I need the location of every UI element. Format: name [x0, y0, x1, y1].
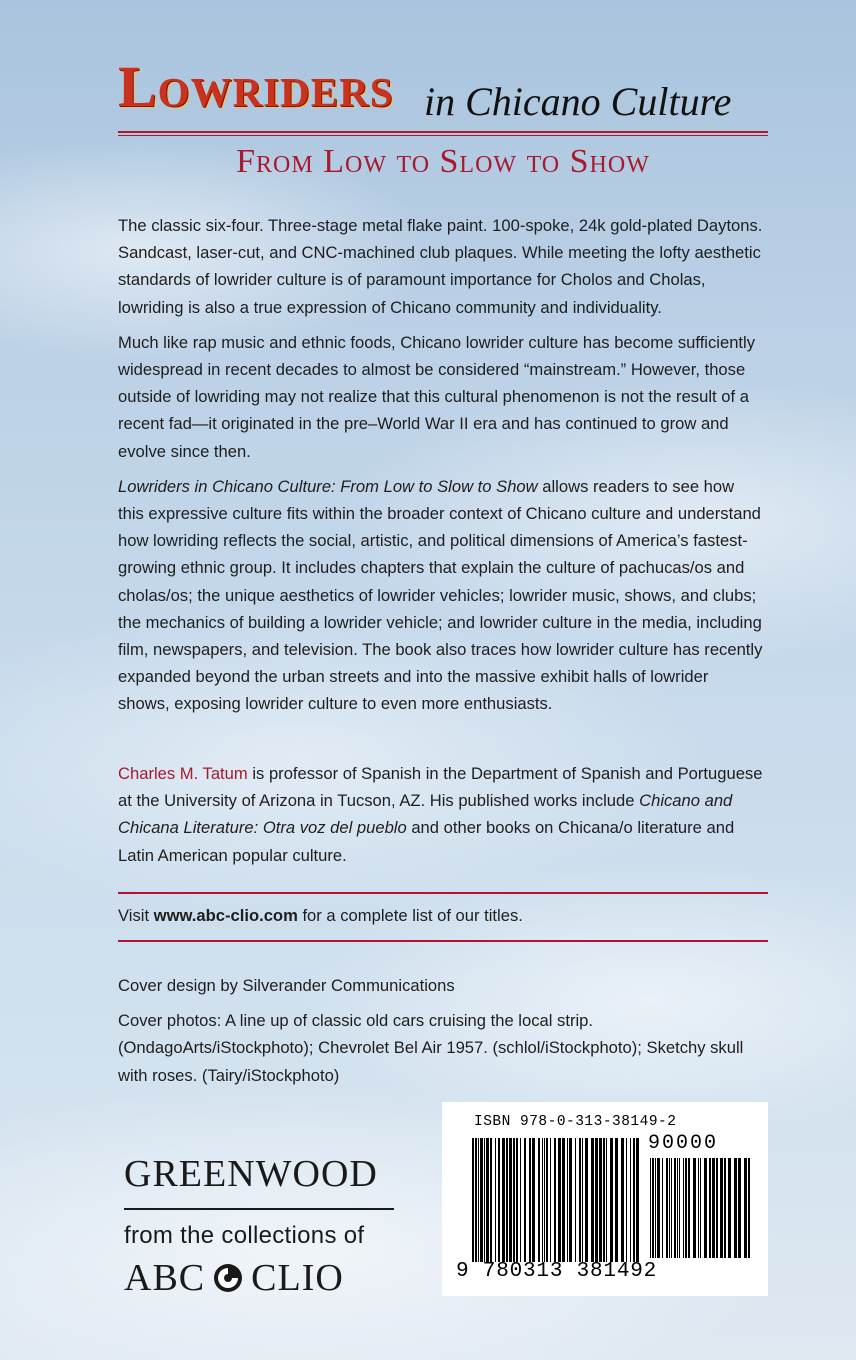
barcode-bar	[599, 1138, 602, 1262]
greenwood-logo: GREENWOOD	[124, 1153, 378, 1195]
website-divider-top	[118, 892, 768, 894]
website-prefix: Visit	[118, 906, 154, 925]
barcode-bar	[626, 1138, 627, 1262]
barcode-bar	[688, 1158, 690, 1258]
barcode-bar	[630, 1138, 631, 1262]
barcode-bar	[669, 1158, 670, 1258]
collections-text: from the collections of	[124, 1222, 365, 1249]
barcode-bar	[748, 1158, 750, 1258]
barcode-bar	[662, 1158, 663, 1258]
barcode-bar	[734, 1158, 737, 1258]
barcode-bar	[532, 1138, 535, 1262]
abc-text: ABC	[124, 1257, 206, 1299]
barcode-bar	[538, 1138, 540, 1262]
barcode-bar	[567, 1138, 568, 1262]
barcode-bar	[685, 1158, 687, 1258]
barcode-bar	[582, 1138, 583, 1262]
barcode-bar	[677, 1158, 678, 1258]
barcode-bar	[550, 1138, 551, 1262]
barcode-bar	[700, 1158, 701, 1258]
book-title-main: Lowriders	[118, 54, 394, 119]
barcode-bar	[495, 1138, 496, 1262]
abc-clio-logo	[124, 1256, 344, 1300]
barcode-bar	[490, 1138, 492, 1262]
barcode-bar	[595, 1138, 598, 1262]
barcode-bar	[472, 1138, 474, 1262]
book-title-rest: in Chicano Culture	[424, 79, 732, 124]
barcode-bar	[704, 1158, 707, 1258]
price-code: 90000	[648, 1132, 719, 1155]
barcode-bar	[498, 1138, 500, 1262]
website-suffix: for a complete list of our titles.	[297, 906, 523, 925]
barcode-bar	[679, 1158, 680, 1258]
barcode-bar	[603, 1138, 605, 1262]
barcode-bar	[615, 1138, 618, 1262]
clio-text: CLIO	[251, 1257, 344, 1299]
barcode-bar	[621, 1138, 624, 1262]
website-line	[118, 902, 763, 929]
isbn-barcode-bars	[472, 1138, 642, 1262]
barcode-bar	[716, 1158, 718, 1258]
barcode-bar	[674, 1158, 676, 1258]
barcode-bar	[650, 1158, 651, 1258]
publisher-divider	[124, 1208, 394, 1210]
barcode-bar	[484, 1138, 485, 1262]
barcode-bar	[542, 1138, 543, 1262]
barcode-bar	[657, 1158, 660, 1258]
barcode-bar	[554, 1138, 556, 1262]
barcode-bar	[683, 1158, 684, 1258]
barcode-bar	[720, 1158, 723, 1258]
barcode-bar	[579, 1138, 581, 1262]
barcode-bar	[509, 1138, 512, 1262]
barcode-bar	[569, 1138, 572, 1262]
cover-design-credit: Cover design by Silverander Communications	[118, 976, 455, 995]
description-paragraph-3-text: allows readers to see how this expressive culture fits within the broader context of Chicano culture and understand how lowriding reflects the social, artistic, and political dimensions of America’s fastest-growing ethnic group. It includes chapters that explain the culture of pachucas/os and cholas/os; the unique aesthetics of lowrider vehicles; lowrider music, shows, and clubs; the mechanics of building a lowrider vehicle; and lowrider culture in the media, including film, newspapers, and television. The book also traces how lowrider culture has recently expanded beyond the urban streets and into the massive exhibit halls of lowrider shows, exposing lowrider culture to even more enthusiasts.	[118, 476, 763, 714]
barcode-bar	[655, 1158, 656, 1258]
barcode-bar	[652, 1158, 654, 1258]
website-link[interactable]: www.abc-clio.com	[153, 906, 298, 925]
barcode-bar	[480, 1138, 483, 1262]
barcode-bar	[513, 1138, 515, 1262]
barcode-bar	[502, 1138, 505, 1262]
barcode-bar	[546, 1138, 548, 1262]
description	[118, 212, 763, 718]
barcode-bar	[585, 1138, 588, 1262]
cover-credits	[118, 972, 763, 1089]
barcode-bar	[506, 1138, 508, 1262]
author-book-title: Chicano and Chicana Literature: Otra voz del pueblo	[118, 791, 733, 838]
barcode-bar	[666, 1158, 668, 1258]
barcode-bar	[520, 1138, 521, 1262]
barcode-bar	[606, 1138, 607, 1262]
description-paragraph-3	[118, 473, 763, 718]
description-paragraph-2: Much like rap music and ethnic foods, Chicano lowrider culture has become sufficiently widespread in recent decades to almost be considered “mainstream.” However, those outside of lowriding may not realize that this cultural phenomenon is not the result of a recent fad—it originated in the pre–World War II era and has continued to grow and evolve since then.	[118, 332, 756, 461]
cover-photo-credits: Cover photos: A line up of classic old cars cruising the local strip. (OndagoArts/iStockphoto); Chevrolet Bel Air 1957. (schlol/iStockphoto); Sketchy skull with roses. (Tairy/iStockphoto)	[118, 1011, 744, 1085]
barcode-bar	[529, 1138, 531, 1262]
author-name: Charles M. Tatum	[118, 764, 248, 783]
author-bio-text-1: is professor of Spanish in the Department of Spanish and Portuguese at the University of Arizona in Tucson, AZ. His published works include	[118, 764, 763, 811]
barcode-bar	[562, 1138, 565, 1262]
isbn-label: ISBN 978-0-313-38149-2	[474, 1114, 677, 1130]
barcode-bar	[610, 1138, 613, 1262]
barcode-bar	[636, 1138, 639, 1262]
description-paragraph-1: The classic six-four. Three-stage metal flake paint. 100-spoke, 24k gold-plated Daytons. Sandcast, laser-cut, and CNC-machined club plaques. While meeting the lofty aesthetic standards of lowrider culture is of paramount importance for Cholos and Cholas, lowriding is also a true expression of Chicano community and individuality.	[118, 216, 763, 317]
barcode-bar	[544, 1138, 545, 1262]
barcode-bar	[575, 1138, 576, 1262]
barcode-bar	[524, 1138, 526, 1262]
barcode-bar	[712, 1158, 715, 1258]
barcode-bar	[724, 1158, 726, 1258]
title-divider	[118, 131, 768, 136]
barcode-bar	[698, 1158, 699, 1258]
barcode-bar	[633, 1138, 635, 1262]
abc-clio-swirl-icon	[213, 1263, 243, 1293]
barcode-bar	[693, 1158, 696, 1258]
barcode-bar	[738, 1158, 741, 1258]
isbn-digits: 9 780313 381492	[456, 1260, 658, 1283]
book-title-reference: Lowriders in Chicano Culture: From Low to Slow to Show	[118, 476, 538, 496]
barcode-bar	[486, 1138, 489, 1262]
author-bio	[118, 760, 763, 869]
barcode-bar	[744, 1158, 747, 1258]
author-bio-text-2: and other books on Chicana/o literature and Latin American popular culture.	[118, 818, 735, 865]
barcode-bar	[516, 1138, 518, 1262]
price-barcode-bars	[650, 1158, 754, 1258]
barcode-bar	[728, 1158, 731, 1258]
barcode-bar	[558, 1138, 561, 1262]
barcode-bar	[475, 1138, 477, 1262]
barcode-bar	[478, 1138, 479, 1262]
barcode-bar	[709, 1158, 711, 1258]
barcode-bar	[671, 1158, 672, 1258]
website-divider-bottom	[118, 940, 768, 942]
book-subtitle: From Low to Slow to Show	[236, 143, 650, 180]
barcode-bar	[591, 1138, 594, 1262]
barcode	[442, 1102, 768, 1296]
